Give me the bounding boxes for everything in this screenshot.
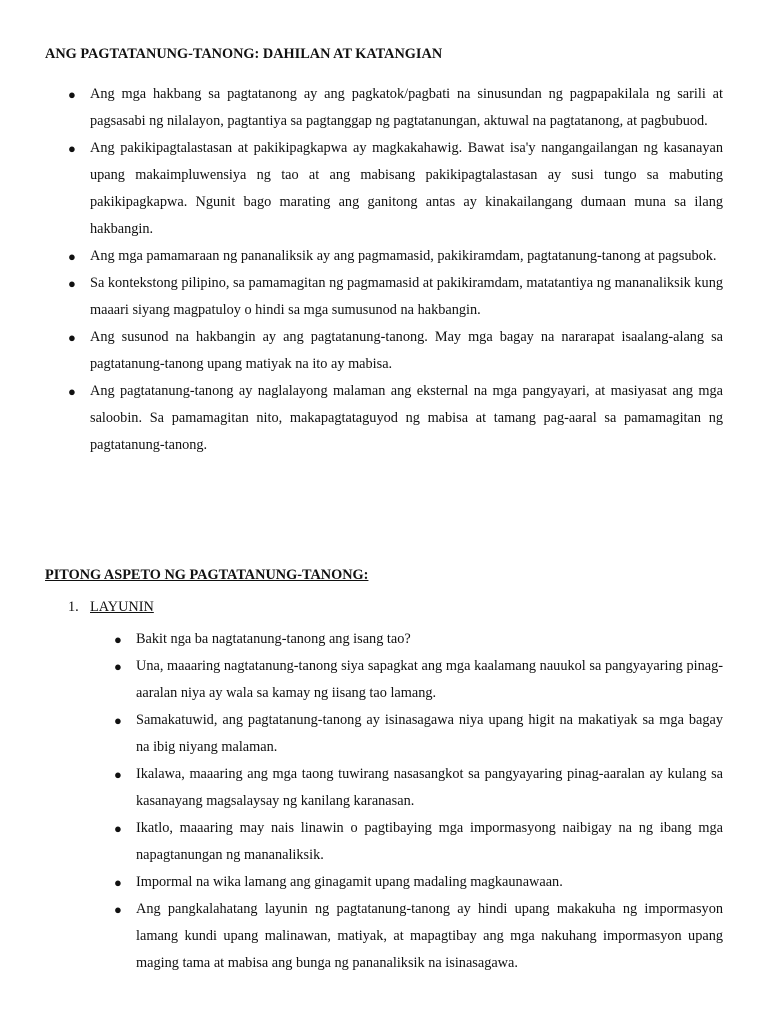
layunin-bullet-list	[114, 626, 723, 977]
section-title-pitong-aspeto: PITONG ASPETO NG PAGTATANUNG-TANONG:	[45, 567, 369, 583]
bullet-icon: ●	[68, 141, 76, 156]
list-item: ● Samakatuwid, ang pagtatanung-tanong ay isinasagawa niya upang higit na makatiyak sa mga bagay na ibig niyang malaman.	[136, 707, 723, 761]
bullet-icon: ●	[114, 821, 122, 836]
list-item: ● Ang pakikipagtalastasan at pakikipagkapwa ay magkakahawig. Bawat isa'y nangangailangan ng kasanayan upang makaimpluwensiya ng tao at ang mabisang pakikipagtalastasan ay susi tungo sa mabuting pakikipagkapwa. Ngunit bago marating ang ganitong antas ay kinakailangang dumaan muna sa ilang hakbangin.	[90, 135, 723, 243]
list-item: ● Ang mga hakbang sa pagtatanong ay ang pagkatok/pagbati na sinusundan ng pagpapakilala ng sarili at pagsasabi ng nilalayon, pagtantiya sa pagtanggap ng pagtatanungan, aktuwal na pagtatanong, at pagbubuod.	[90, 81, 723, 135]
list-item: ● Impormal na wika lamang ang ginagamit upang madaling magkaunawaan.	[136, 869, 723, 896]
list-item: ● Ang mga pamamaraan ng pananaliksik ay ang pagmamasid, pakikiramdam, pagtatanung-tanong at pagsubok.	[90, 243, 723, 270]
bullet-icon: ●	[68, 87, 76, 102]
list-item: ● Sa kontekstong pilipino, sa pamamagitan ng pagmamasid at pakikiramdam, matatantiya ng mananaliksik kung maaari siyang magpatuloy o hindi sa mga sumusunod na hakbangin.	[90, 270, 723, 324]
list-item: ● Ang pangkalahatang layunin ng pagtatanung-tanong ay hindi upang makakuha ng impormasyon lamang kundi upang malinawan, matiyak, at mapagtibay ang mga nakuhang impormasyon upang maging tama at mabisa ang bunga ng pananaliksik na isinasagawa.	[136, 896, 723, 977]
bullet-icon: ●	[114, 659, 122, 674]
bullet-icon: ●	[114, 875, 122, 890]
list-item: ● Ang pagtatanung-tanong ay naglalayong malaman ang eksternal na mga pangyayari, at masiyasat ang mga saloobin. Sa pamamagitan nito, makapagtataguyod ng mabisa at tamang pag-aaral sa pamamagitan ng pagtatanung-tanong.	[90, 378, 723, 459]
list-item: ● Ikalawa, maaaring ang mga taong tuwirang nasasangkot sa pangyayaring pinag-aaralan ay kulang sa kasanayang magsalaysay ng kanilang karanasan.	[136, 761, 723, 815]
item-label: LAYUNIN	[90, 599, 154, 615]
bullet-icon: ●	[114, 632, 122, 647]
list-item: ● Ang susunod na hakbangin ay ang pagtatanung-tanong. May mga bagay na nararapat isaalang-alang sa pagtatanung-tanong upang matiyak na ito ay mabisa.	[90, 324, 723, 378]
bullet-icon: ●	[114, 902, 122, 917]
list-item: ● Ikatlo, maaaring may nais linawin o pagtibaying mga impormasyong naibigay na ng ibang mga napagtanungan ng mananaliksik.	[136, 815, 723, 869]
bullet-icon: ●	[114, 713, 122, 728]
item-number: 1.	[68, 599, 79, 615]
section-title-dahilan-katangian: ANG PAGTATANUNG-TANONG: DAHILAN AT KATANGIAN	[45, 46, 443, 62]
intro-bullet-list	[68, 81, 723, 459]
bullet-icon: ●	[68, 330, 76, 345]
numbered-item-layunin	[68, 599, 154, 616]
bullet-icon: ●	[68, 384, 76, 399]
bullet-icon: ●	[114, 767, 122, 782]
bullet-icon: ●	[68, 249, 76, 264]
list-item: ● Una, maaaring nagtatanung-tanong siya sapagkat ang mga kaalamang nauukol sa pangyayaring pinag-aaralan niya ay wala sa kamay ng iisang tao lamang.	[136, 653, 723, 707]
list-item: ● Bakit nga ba nagtatanung-tanong ang isang tao?	[136, 626, 723, 653]
bullet-icon: ●	[68, 276, 76, 291]
